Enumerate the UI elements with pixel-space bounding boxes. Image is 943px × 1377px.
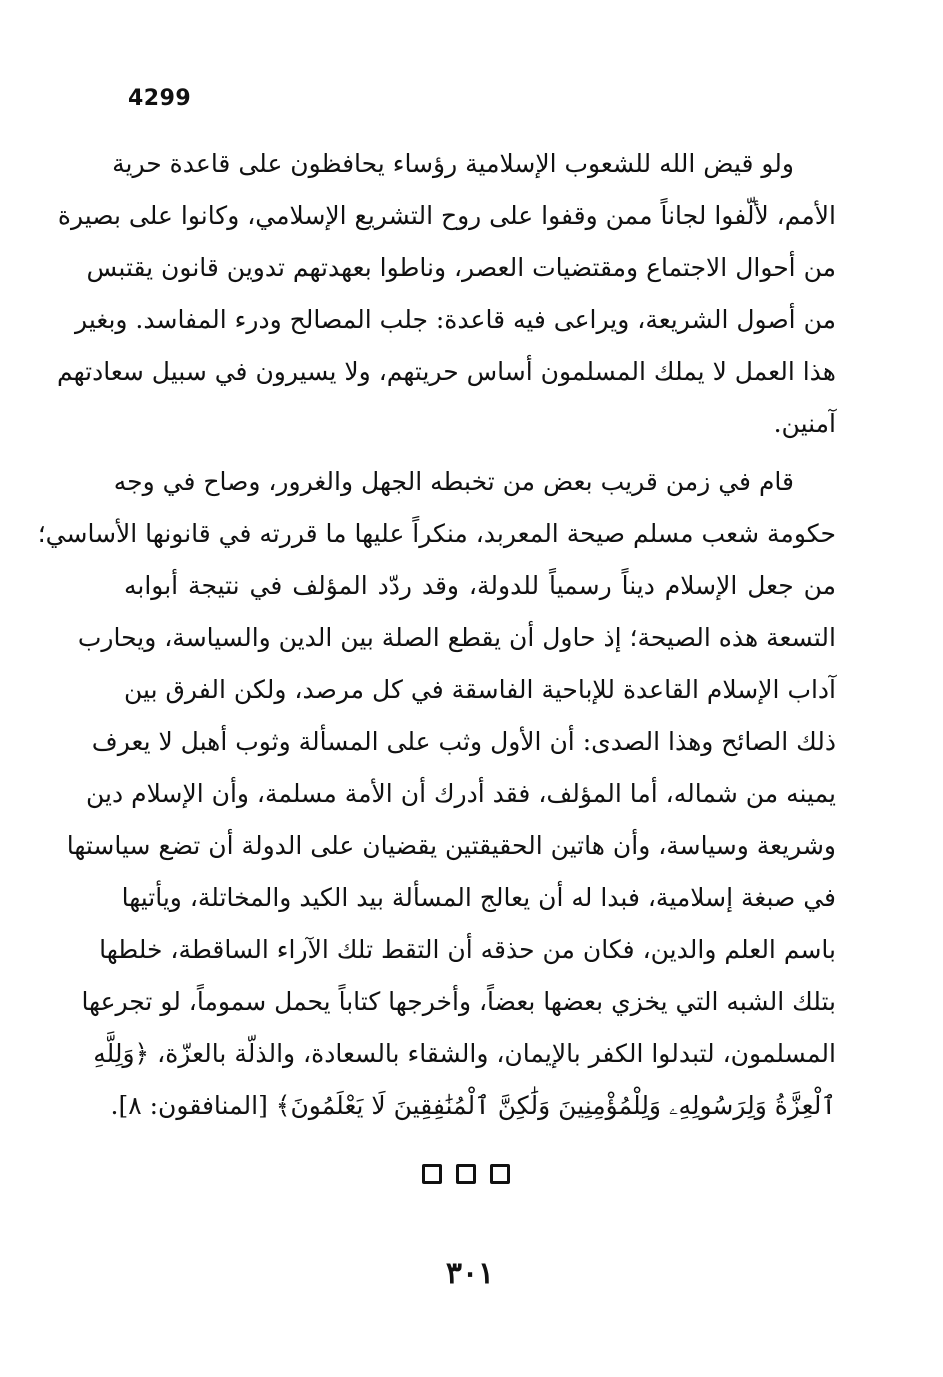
text-line: التسعة هذه الصيحة؛ إذ حاول أن يقطع الصلة بين الدين والسياسة، ويحارب <box>77 623 836 652</box>
text-line: آداب الإسلام القاعدة للإباحية الفاسقة في كل مرصد، ولكن الفرق بين <box>124 675 836 704</box>
text-line: من أحوال الاجتماع ومقتضيات العصر، وناطوا بعهدتهم تدوين قانون يقتبس <box>86 253 836 282</box>
square-ornament-icon <box>456 1164 476 1184</box>
text-line: بتلك الشبه التي يخزي بعضها بعضاً، وأخرجها كتاباً يحمل سموماً، لو تجرعها <box>81 987 836 1016</box>
text-line: آمنين. <box>773 409 836 438</box>
text-line: المسلمون، لتبدلوا الكفر بالإيمان، والشقاء بالسعادة، والذلّة بالعزّة، ﴿وَلِلَّهِ <box>93 1039 836 1068</box>
text-line: الأمم، لألّفوا لجاناً ممن وقفوا على روح التشريع الإسلامي، وكانوا على بصيرة <box>57 201 836 230</box>
square-ornament-icon <box>422 1164 442 1184</box>
page-number: ٣٠١ <box>445 1256 495 1291</box>
text-line: حكومة شعب مسلم صيحة المعربد، منكراً عليها ما قررته في قانونها الأساسي؛ <box>37 519 836 548</box>
text-line: باسم العلم والدين، فكان من حذقه أن التقط تلك الآراء الساقطة، خلطها <box>99 935 836 964</box>
scan-number: 4299 <box>128 86 192 111</box>
body-text <box>37 138 836 1132</box>
section-separator <box>422 1164 510 1184</box>
paragraph-1 <box>56 138 836 450</box>
quran-quote-line: ٱلْعِزَّةُ وَلِرَسُولِهِۦ وَلِلْمُؤْمِنِينَ وَلَٰكِنَّ ٱلْمُنَٰفِقِينَ لَا يَعْلَمُونَ﴾ [المنافقون: ٨]. <box>110 1091 836 1120</box>
text-line: هذا العمل لا يملك المسلمون أساس حريتهم، ولا يسيرون في سبيل سعادتهم <box>56 357 836 386</box>
text-line: وشريعة وسياسة، وأن هاتين الحقيقتين يقضيان على الدولة أن تضع سياستها <box>66 831 836 860</box>
text-line: ذلك الصائح وهذا الصدى: أن الأول وثب على المسألة وثوب أهبل لا يعرف <box>91 727 836 756</box>
square-ornament-icon <box>490 1164 510 1184</box>
text-line: ولو قيض الله للشعوب الإسلامية رؤساء يحافظون على قاعدة حرية <box>112 149 794 178</box>
text-line: من جعل الإسلام ديناً رسمياً للدولة، وقد ردّد المؤلف في نتيجة أبوابه <box>124 571 836 600</box>
paragraph-2 <box>37 456 836 1132</box>
text-line: في صبغة إسلامية، فبدا له أن يعالج المسألة بيد الكيد والمخاتلة، ويأتيها <box>121 883 836 912</box>
text-line: من أصول الشريعة، ويراعى فيه قاعدة: جلب المصالح ودرء المفاسد. وبغير <box>75 305 836 334</box>
text-line: يمينه من شماله، أما المؤلف، فقد أدرك أن الأمة مسلمة، وأن الإسلام دين <box>86 779 836 808</box>
text-line: قام في زمن قريب بعض من تخبطه الجهل والغرور، وصاح في وجه <box>113 467 794 496</box>
